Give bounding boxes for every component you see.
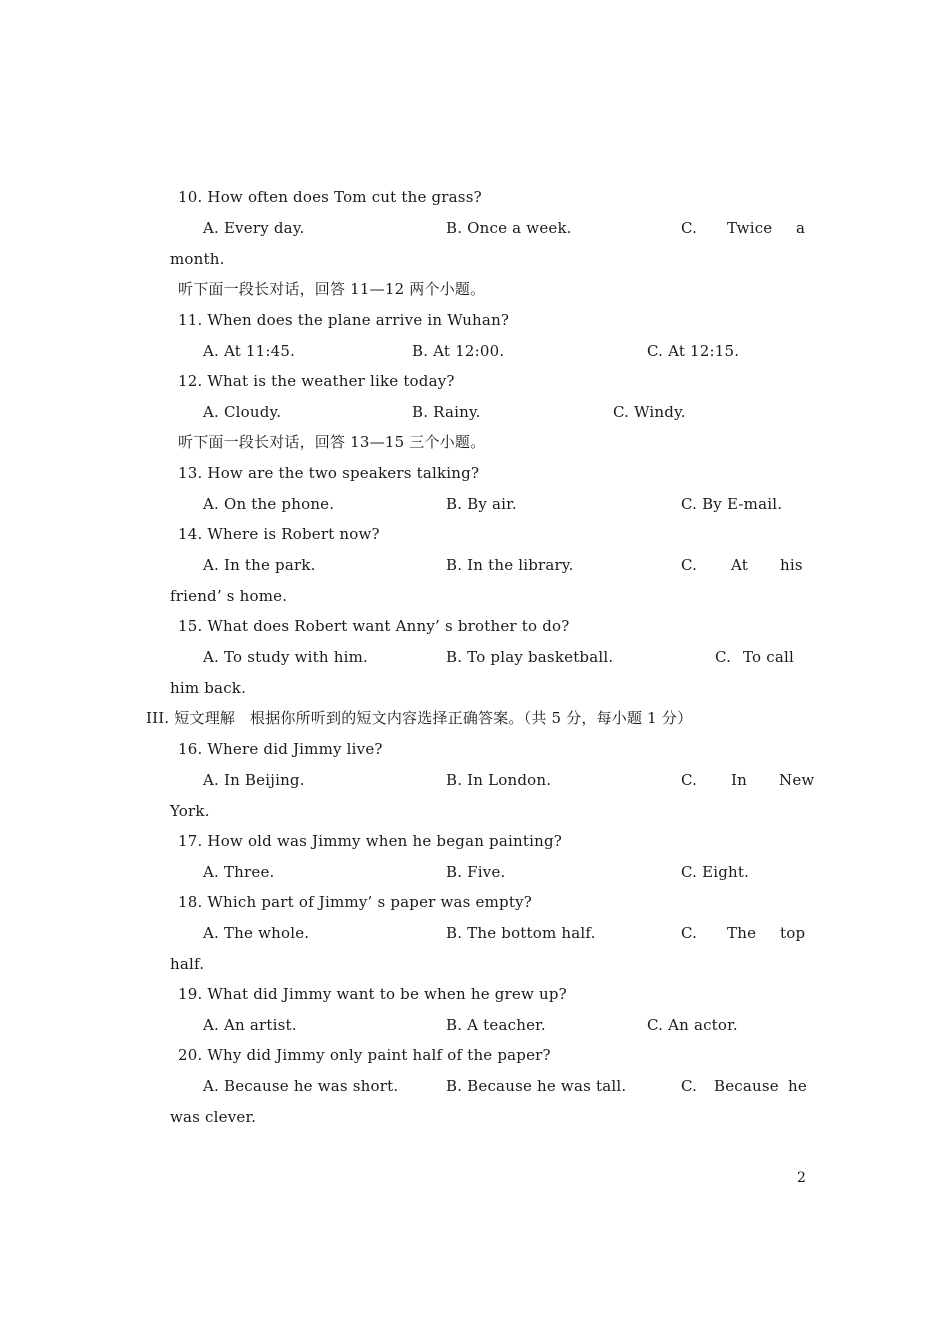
q12-option-a: A. Cloudy.: [203, 403, 282, 421]
page-number: 2: [797, 1170, 806, 1186]
q13-option-a: A. On the phone.: [203, 495, 335, 513]
q20-option-c-continuation: was clever.: [170, 1108, 257, 1126]
question-12: 12. What is the weather like today?: [178, 372, 455, 390]
q16-option-c-continuation: York.: [170, 802, 210, 820]
q16-option-c-label: C.: [681, 771, 698, 789]
q10-option-b: B. Once a week.: [446, 219, 572, 237]
section-3-heading: III. 短文理解 根据你所听到的短文内容选择正确答案。（共 5 分，每小题 1 分）: [146, 709, 693, 727]
q14-option-c-label: C.: [681, 556, 698, 574]
q18-option-b: B. The bottom half.: [446, 924, 596, 942]
q16-option-a: A. In Beijing.: [203, 771, 305, 789]
q20-option-c-word2: he: [788, 1077, 807, 1095]
q12-option-b: B. Rainy.: [412, 403, 481, 421]
question-14: 14. Where is Robert now?: [178, 525, 380, 543]
q13-option-b: B. By air.: [446, 495, 517, 513]
q14-option-b: B. In the library.: [446, 556, 574, 574]
q15-option-c-label: C.: [715, 648, 732, 666]
q16-option-c-word2: New: [779, 771, 815, 789]
q10-option-c-word2: a: [796, 219, 806, 237]
q11-option-b: B. At 12:00.: [412, 342, 505, 360]
question-17: 17. How old was Jimmy when he began painting?: [178, 832, 562, 850]
q18-option-c-continuation: half.: [170, 955, 205, 973]
q20-option-a: A. Because he was short.: [203, 1077, 399, 1095]
q16-option-c-word1: In: [731, 771, 747, 789]
q15-option-c-word1: To call: [743, 648, 794, 666]
q12-option-c: C. Windy.: [613, 403, 686, 421]
q19-option-b: B. A teacher.: [446, 1016, 546, 1034]
q15-option-a: A. To study with him.: [203, 648, 368, 666]
q17-option-c: C. Eight.: [681, 863, 750, 881]
question-11: 11. When does the plane arrive in Wuhan?: [178, 311, 510, 329]
q18-option-a: A. The whole.: [203, 924, 310, 942]
q11-option-c: C. At 12:15.: [647, 342, 740, 360]
q20-option-c-label: C.: [681, 1077, 698, 1095]
q18-option-c-word1: The: [727, 924, 757, 942]
section-instruction-13-15: 听下面一段长对话，回答 13—15 三个小题。: [178, 433, 486, 451]
q20-option-b: B. Because he was tall.: [446, 1077, 627, 1095]
question-10: 10. How often does Tom cut the grass?: [178, 188, 482, 206]
question-13: 13. How are the two speakers talking?: [178, 464, 480, 482]
q14-option-c-word2: his: [780, 556, 803, 574]
question-15: 15. What does Robert want Anny’ s brother to do?: [178, 617, 570, 635]
q13-option-c: C. By E-mail.: [681, 495, 783, 513]
q14-option-c-word1: At: [731, 556, 748, 574]
q19-option-a: A. An artist.: [203, 1016, 297, 1034]
q15-option-c-continuation: him back.: [170, 679, 247, 697]
section-instruction-11-12: 听下面一段长对话，回答 11—12 两个小题。: [178, 280, 486, 298]
question-16: 16. Where did Jimmy live?: [178, 740, 383, 758]
q10-option-c-continuation: month.: [170, 250, 225, 268]
q18-option-c-label: C.: [681, 924, 698, 942]
q18-option-c-word2: top: [780, 924, 806, 942]
q19-option-c: C. An actor.: [647, 1016, 738, 1034]
q17-option-b: B. Five.: [446, 863, 506, 881]
q14-option-c-continuation: friend’ s home.: [170, 587, 288, 605]
q10-option-c-label: C.: [681, 219, 698, 237]
question-19: 19. What did Jimmy want to be when he grew up?: [178, 985, 567, 1003]
q11-option-a: A. At 11:45.: [203, 342, 296, 360]
q16-option-b: B. In London.: [446, 771, 552, 789]
q15-option-b: B. To play basketball.: [446, 648, 614, 666]
question-20: 20. Why did Jimmy only paint half of the paper?: [178, 1046, 551, 1064]
question-18: 18. Which part of Jimmy’ s paper was empty?: [178, 893, 532, 911]
q10-option-c-word1: Twice: [727, 219, 773, 237]
q17-option-a: A. Three.: [203, 863, 275, 881]
q10-option-a: A. Every day.: [203, 219, 305, 237]
q14-option-a: A. In the park.: [203, 556, 316, 574]
q20-option-c-word1: Because: [714, 1077, 779, 1095]
